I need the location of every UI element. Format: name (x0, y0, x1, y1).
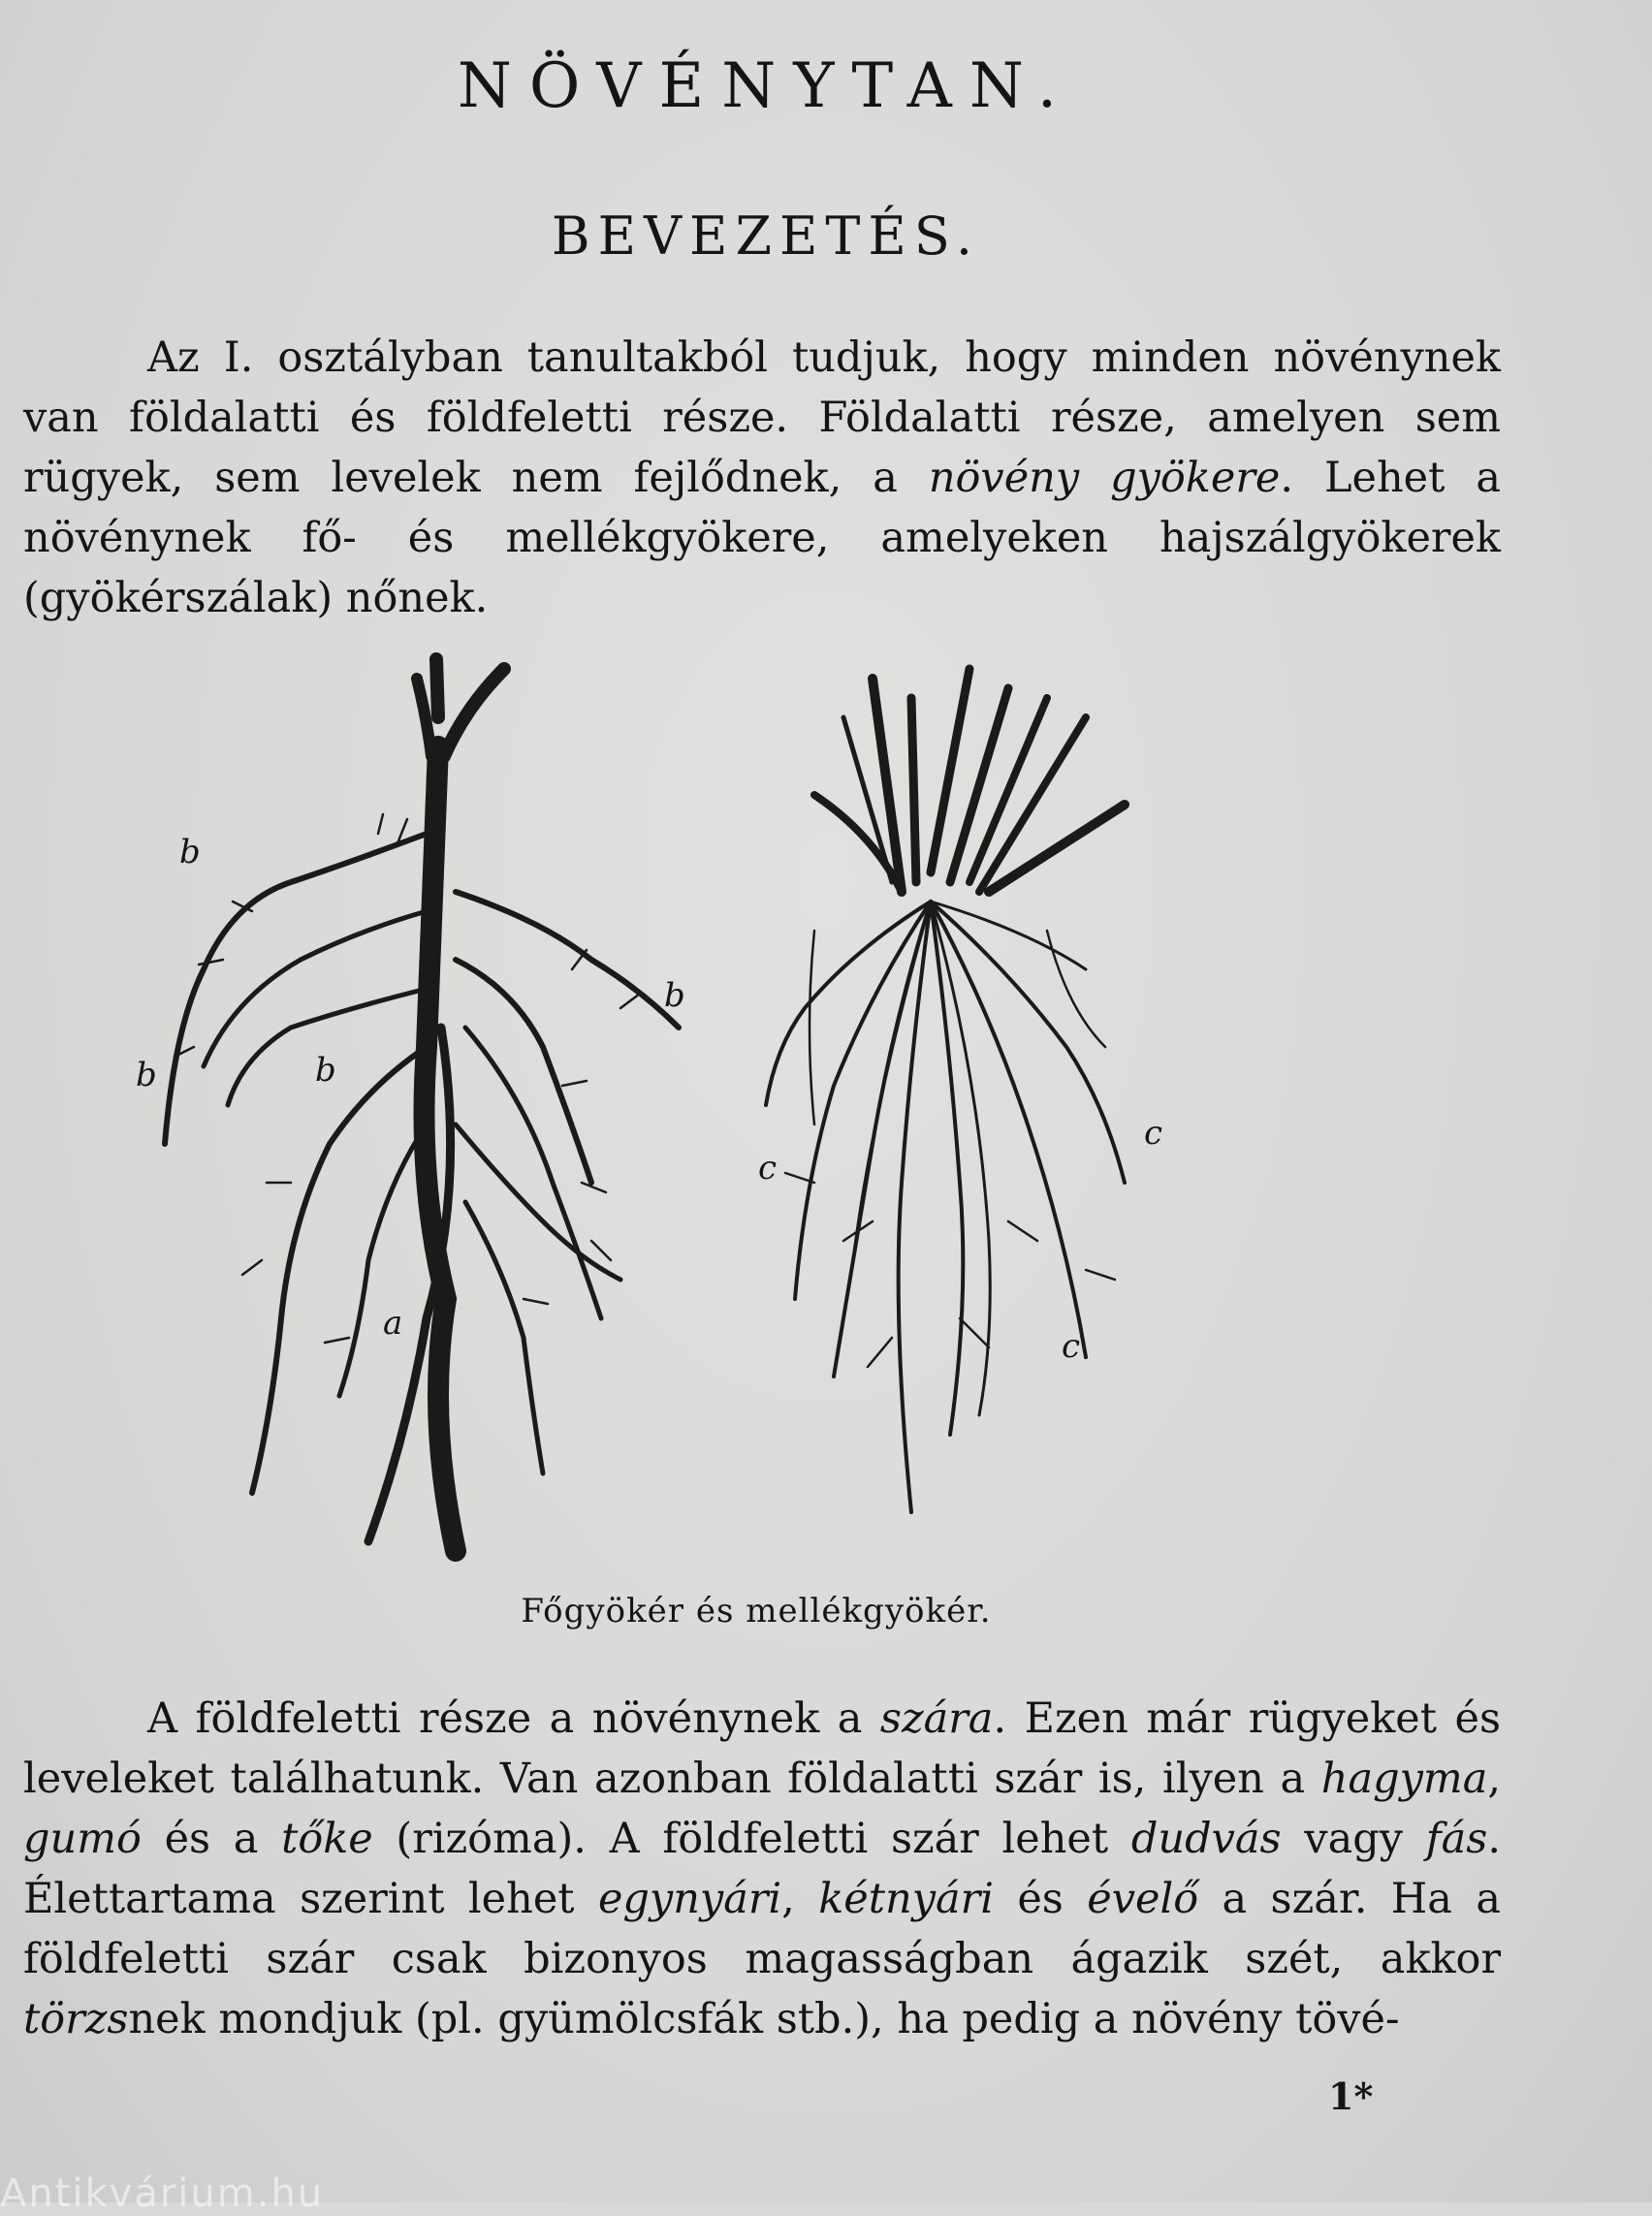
page-number: 1* (1328, 2074, 1374, 2118)
label-b-left: b (136, 1056, 157, 1094)
paragraph-italic-term: tőke (281, 1815, 373, 1863)
label-b-right: b (664, 976, 685, 1015)
paragraph-text: és (993, 1875, 1088, 1923)
paragraph-italic-term: fás (1425, 1815, 1488, 1863)
section-heading: BEVEZETÉS. (551, 206, 981, 267)
stem-paragraph (23, 1689, 1501, 2049)
label-b-upper: b (179, 833, 201, 871)
paragraph-text: . Ezen már rügyeket és leveleket találhatunk. Van azonban földalatti szár is, ilyen a (23, 1694, 1502, 1803)
taproot-drawing (165, 659, 679, 1551)
page-title: NÖVÉNYTAN. (457, 50, 1075, 122)
paragraph-text: A földfeletti része a növénynek a (147, 1694, 880, 1743)
label-a: a (383, 1304, 403, 1343)
fibrous-root-drawing (766, 669, 1125, 1512)
label-c-right: c (1144, 1114, 1163, 1153)
paragraph-italic-term: növény gyökere (928, 454, 1281, 502)
paragraph-text: (rizóma). A földfeletti szár lehet (372, 1815, 1131, 1863)
label-c-bottom: c (1062, 1327, 1081, 1366)
paragraph-text: és a (141, 1815, 282, 1863)
paragraph-text: , (781, 1875, 819, 1923)
label-b-middle: b (315, 1051, 336, 1090)
paragraph-text: , (1487, 1755, 1501, 1803)
paragraph-italic-term: gumó (23, 1815, 142, 1863)
paragraph-text: vagy (1281, 1815, 1426, 1863)
paragraph-text: nek mondjuk (pl. gyümölcsfák stb.), ha pedig a növény tövé- (128, 1995, 1400, 2043)
paragraph-italic-term: egynyári (597, 1875, 782, 1923)
paragraph-text: Az I. osztályban tanultakból tudjuk, hogy minden növénynek van földalatti és földfeletti része. Földalatti része, amelyen sem rügyek, sem levelek nem fejlődnek, a (23, 333, 1501, 502)
paragraph-text: . Élettartama szerint lehet (23, 1815, 1501, 1923)
label-c-left: c (758, 1149, 778, 1187)
paragraph-text: a szár. Ha a földfeletti szár csak bizonyos magasságban ágazik szét, akkor (23, 1875, 1501, 1983)
intro-paragraph (23, 328, 1501, 628)
paragraph-text: . Lehet a növénynek fő- és mellékgyökere, amelyeken hajszálgyökerek (gyökérszálak) nőnek. (23, 454, 1501, 622)
paragraph-italic-term: törzs (23, 1995, 129, 2043)
paragraph-italic-term: kétnyári (818, 1875, 994, 1923)
paragraph-italic-term: szára (879, 1694, 994, 1743)
root-illustration (136, 640, 1396, 1590)
watermark: Antikvárium.hu (0, 2171, 325, 2216)
paragraph-italic-term: hagyma (1320, 1755, 1488, 1803)
figure-caption: Főgyökér és mellékgyökér. (521, 1592, 992, 1630)
paragraph-italic-term: dudvás (1130, 1815, 1282, 1863)
paragraph-italic-term: évelő (1087, 1875, 1199, 1923)
